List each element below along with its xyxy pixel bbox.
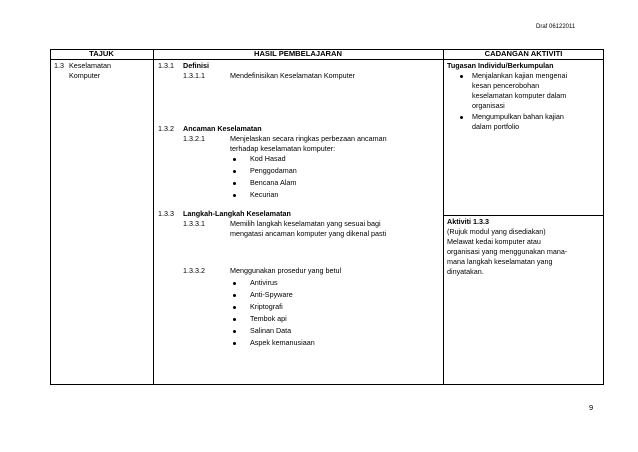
item-1-3-1-1-text: Mendefinisikan Keselamatan Komputer — [230, 71, 356, 80]
table-border-bottom — [50, 384, 604, 385]
section-1-3-3-title: Langkah-Langkah Keselamatan — [183, 209, 291, 218]
bullet-icon — [233, 330, 236, 333]
column-divider-2 — [443, 49, 444, 385]
item-1-3-3-1-line2: mengatasi ancaman komputer yang dikenal pasti — [230, 229, 387, 238]
tugasan-line: keselamatan komputer dalam — [472, 91, 567, 100]
section-1-3-2-title: Ancaman Keselamatan — [183, 124, 262, 133]
page-number: 9 — [589, 403, 594, 412]
tugasan-line: Mengumpulkan bahan kajian — [472, 112, 564, 121]
activity-divider — [443, 215, 604, 216]
item-1-3-3-1-line1: Memilih langkah keselamatan yang sesuai bagi — [230, 219, 381, 228]
bullet-icon — [460, 116, 463, 119]
item-1-3-3-2-text: Menggunakan prosedur yang betul — [230, 266, 342, 275]
aktiviti-title: Aktiviti 1.3.3 — [447, 217, 489, 226]
table-border-left — [50, 49, 51, 385]
threat-item: Penggodaman — [250, 166, 297, 175]
bullet-icon — [233, 318, 236, 321]
section-1-3-2-number: 1.3.2 — [158, 124, 174, 133]
threat-item: Kod Hasad — [250, 154, 286, 163]
column-divider-1 — [153, 49, 154, 385]
topic-title-line2: Komputer — [69, 71, 101, 80]
item-1-3-3-1-number: 1.3.3.1 — [183, 219, 205, 228]
column-header-hasil: HASIL PEMBELAJARAN — [253, 49, 343, 58]
measure-item: Tembok api — [250, 314, 287, 323]
draft-label: Draf 06122011 — [536, 24, 576, 30]
measure-item: Salinan Data — [250, 326, 292, 335]
topic-title-line1: Keselamatan — [69, 61, 111, 70]
table-header-divider — [50, 59, 604, 60]
tugasan-line: Menjalankan kajian mengenai — [472, 71, 568, 80]
tugasan-line: dalam portfolio — [472, 122, 520, 131]
item-1-3-3-2-number: 1.3.3.2 — [183, 266, 205, 275]
measure-item: Aspek kemanusiaan — [250, 338, 315, 347]
threat-item: Bencana Alam — [250, 178, 297, 187]
learning-outcomes-table — [50, 49, 604, 385]
item-1-3-1-1-number: 1.3.1.1 — [183, 71, 205, 80]
section-1-3-1-title: Definisi — [183, 61, 209, 70]
section-1-3-3-number: 1.3.3 — [158, 209, 174, 218]
aktiviti-line: organisasi yang menggunakan mana- — [447, 247, 568, 256]
aktiviti-line: Melawat kedai komputer atau — [447, 237, 541, 246]
bullet-icon — [233, 306, 236, 309]
section-1-3-1-number: 1.3.1 — [158, 61, 174, 70]
bullet-icon — [233, 182, 236, 185]
item-1-3-2-1-number: 1.3.2.1 — [183, 134, 205, 143]
bullet-icon — [233, 282, 236, 285]
measure-item: Anti-Spyware — [250, 290, 293, 299]
bullet-icon — [233, 342, 236, 345]
column-header-tajuk: TAJUK — [89, 49, 114, 58]
aktiviti-line: mana langkah keselamatan yang — [447, 257, 553, 266]
bullet-icon — [460, 75, 463, 78]
bullet-icon — [233, 294, 236, 297]
item-1-3-2-1-line1: Menjelaskan secara ringkas perbezaan ancaman — [230, 134, 387, 143]
aktiviti-line: dinyatakan. — [447, 267, 484, 276]
bullet-icon — [233, 194, 236, 197]
tugasan-title: Tugasan Individu/Berkumpulan — [447, 61, 554, 70]
threat-item: Kecurian — [250, 190, 279, 199]
bullet-icon — [233, 158, 236, 161]
tugasan-line: kesan pencerobohan — [472, 81, 540, 90]
topic-number: 1.3 — [54, 61, 64, 70]
aktiviti-line: (Rujuk modul yang disediakan) — [447, 227, 546, 236]
table-border-right — [603, 49, 604, 385]
tugasan-line: organisasi — [472, 101, 505, 110]
measure-item: Kriptografi — [250, 302, 283, 311]
measure-item: Antivirus — [250, 278, 278, 287]
item-1-3-2-1-line2: terhadap keselamatan komputer: — [230, 144, 336, 153]
column-header-cadangan: CADANGAN AKTIVITI — [484, 49, 563, 58]
bullet-icon — [233, 170, 236, 173]
